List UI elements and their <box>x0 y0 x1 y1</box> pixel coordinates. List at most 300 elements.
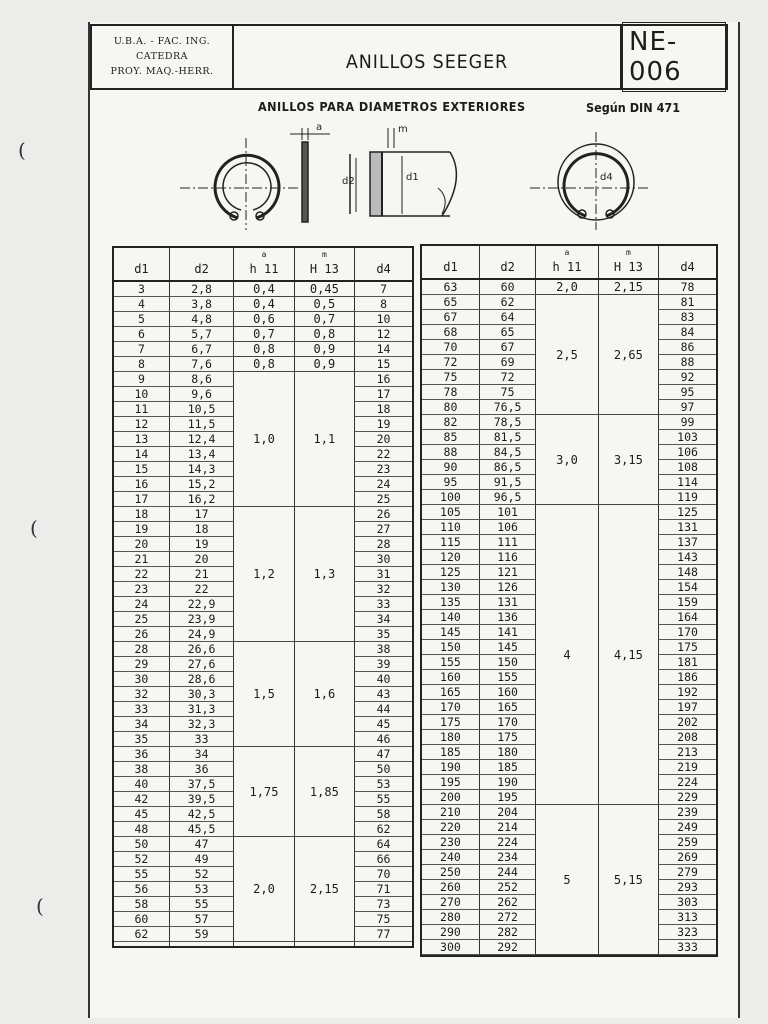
cell-d4: 154 <box>659 580 717 595</box>
cell-d4: 66 <box>355 852 413 867</box>
cell-d4: 86 <box>659 340 717 355</box>
cell-d1: 100 <box>421 490 479 505</box>
cell-d4: 219 <box>659 760 717 775</box>
cell-d2: 244 <box>479 865 535 880</box>
cell-d1: 15 <box>113 462 169 477</box>
cell-d1: 42 <box>113 792 169 807</box>
cell-d4: 213 <box>659 745 717 760</box>
cell-d4: 131 <box>659 520 717 535</box>
cell-d2: 150 <box>479 655 535 670</box>
cell-a: 0,8 <box>234 342 294 357</box>
cell-d2: 49 <box>169 852 233 867</box>
cell-d4: 186 <box>659 670 717 685</box>
table-row <box>113 507 413 522</box>
cell-m: 0,45 <box>294 281 354 297</box>
cell-d2: 67 <box>479 340 535 355</box>
cell-d1: 56 <box>113 882 169 897</box>
cell-d2: 101 <box>479 505 535 520</box>
cell-m: 1,3 <box>294 507 354 642</box>
cell-m: 3,15 <box>598 415 658 505</box>
col-header-a-sup: a <box>261 250 267 259</box>
col-header-d2: d2 <box>169 247 233 281</box>
cell-d4: 106 <box>659 445 717 460</box>
margin-mark: ( <box>30 516 38 540</box>
document-code: NE-006 <box>622 22 726 92</box>
cell-d1: 240 <box>421 850 479 865</box>
table-row <box>421 805 717 820</box>
filler-cell <box>169 942 233 948</box>
cell-d2: 86,5 <box>479 460 535 475</box>
cell-d4: 38 <box>355 642 413 657</box>
cell-d1: 50 <box>113 837 169 852</box>
table-row <box>113 642 413 657</box>
cell-d2: 78,5 <box>479 415 535 430</box>
col-header-d1: d1 <box>421 245 479 279</box>
table-row <box>113 281 413 297</box>
cell-d1: 19 <box>113 522 169 537</box>
cell-d2: 6,7 <box>169 342 233 357</box>
cell-d2: 23,9 <box>169 612 233 627</box>
cell-d1: 195 <box>421 775 479 790</box>
cell-d4: 143 <box>659 550 717 565</box>
cell-d1: 250 <box>421 865 479 880</box>
cell-d1: 270 <box>421 895 479 910</box>
cell-d4: 197 <box>659 700 717 715</box>
cell-d4: 88 <box>659 355 717 370</box>
table-row <box>421 295 717 310</box>
subtitle: ANILLOS PARA DIAMETROS EXTERIORES <box>258 99 526 114</box>
cell-d4: 27 <box>355 522 413 537</box>
cell-d4: 99 <box>659 415 717 430</box>
cell-m: 1,85 <box>294 747 354 837</box>
cell-d4: 16 <box>355 372 413 387</box>
cell-d4: 333 <box>659 940 717 955</box>
cell-d4: 125 <box>659 505 717 520</box>
document-code-box <box>620 26 726 88</box>
cell-d1: 85 <box>421 430 479 445</box>
cell-d2: 11,5 <box>169 417 233 432</box>
cell-d4: 14 <box>355 342 413 357</box>
cell-d1: 63 <box>421 279 479 295</box>
cell-a: 2,0 <box>536 279 598 295</box>
cell-d1: 30 <box>113 672 169 687</box>
table-row <box>113 297 413 312</box>
cell-d4: 58 <box>355 807 413 822</box>
cell-d1: 40 <box>113 777 169 792</box>
cell-d1: 20 <box>113 537 169 552</box>
col-header-a <box>536 245 598 279</box>
cell-d1: 150 <box>421 640 479 655</box>
cell-d1: 75 <box>421 370 479 385</box>
cell-d1: 21 <box>113 552 169 567</box>
cell-d1: 62 <box>113 927 169 942</box>
filler-cell <box>421 955 479 957</box>
cell-d2: 16,2 <box>169 492 233 507</box>
technical-drawings <box>170 118 690 234</box>
col-header-d1: d1 <box>113 247 169 281</box>
cell-d2: 76,5 <box>479 400 535 415</box>
table-row <box>421 279 717 295</box>
cell-m: 4,15 <box>598 505 658 805</box>
ring-side-view <box>290 122 330 222</box>
cell-m: 0,5 <box>294 297 354 312</box>
col-header-m-tol: H 13 <box>309 262 339 276</box>
cell-d1: 18 <box>113 507 169 522</box>
cell-d4: 269 <box>659 850 717 865</box>
cell-d4: 70 <box>355 867 413 882</box>
cell-d1: 35 <box>113 732 169 747</box>
cell-d1: 7 <box>113 342 169 357</box>
table-row <box>113 312 413 327</box>
ring-front-view <box>180 138 300 230</box>
cell-d4: 323 <box>659 925 717 940</box>
cell-d1: 60 <box>113 912 169 927</box>
col-header-a-tol: h 11 <box>249 262 279 276</box>
cell-d1: 135 <box>421 595 479 610</box>
cell-d2: 126 <box>479 580 535 595</box>
cell-d4: 19 <box>355 417 413 432</box>
cell-d4: 12 <box>355 327 413 342</box>
cell-d1: 10 <box>113 387 169 402</box>
cell-d1: 58 <box>113 897 169 912</box>
institution-line: U.B.A. - FAC. ING. <box>113 36 211 47</box>
cell-d4: 259 <box>659 835 717 850</box>
cell-a: 3,0 <box>536 415 598 505</box>
cell-d4: 192 <box>659 685 717 700</box>
cell-d1: 140 <box>421 610 479 625</box>
cell-d4: 83 <box>659 310 717 325</box>
margin-mark: ( <box>36 894 44 918</box>
cell-d2: 53 <box>169 882 233 897</box>
cell-d2: 17 <box>169 507 233 522</box>
cell-d1: 13 <box>113 432 169 447</box>
cell-d2: 8,6 <box>169 372 233 387</box>
cell-d4: 229 <box>659 790 717 805</box>
col-header-a <box>234 247 294 281</box>
standard-reference: Según DIN 471 <box>586 100 681 115</box>
cell-d4: 92 <box>659 370 717 385</box>
cell-d1: 78 <box>421 385 479 400</box>
institution-line: PROY. MAQ.-HERR. <box>110 66 214 77</box>
cell-d2: 42,5 <box>169 807 233 822</box>
cell-d4: 75 <box>355 912 413 927</box>
cell-a: 0,7 <box>234 327 294 342</box>
cell-d1: 145 <box>421 625 479 640</box>
cell-d1: 25 <box>113 612 169 627</box>
cell-d2: 20 <box>169 552 233 567</box>
cell-d2: 5,7 <box>169 327 233 342</box>
institution-block <box>92 26 234 88</box>
cell-d4: 303 <box>659 895 717 910</box>
cell-d4: 62 <box>355 822 413 837</box>
filler-cell <box>598 955 658 957</box>
col-header-a-tol: h 11 <box>552 260 582 274</box>
cell-d4: 7 <box>355 281 413 297</box>
cell-d2: 64 <box>479 310 535 325</box>
col-header-m-sup: m <box>321 250 327 259</box>
cell-d2: 55 <box>169 897 233 912</box>
cell-d2: 75 <box>479 385 535 400</box>
cell-d1: 82 <box>421 415 479 430</box>
cell-d4: 73 <box>355 897 413 912</box>
cell-d2: 72 <box>479 370 535 385</box>
cell-d2: 22 <box>169 582 233 597</box>
col-header-d4: d4 <box>355 247 413 281</box>
cell-d2: 27,6 <box>169 657 233 672</box>
cell-d2: 224 <box>479 835 535 850</box>
cell-d4: 175 <box>659 640 717 655</box>
cell-d4: 44 <box>355 702 413 717</box>
cell-a: 1,2 <box>234 507 294 642</box>
cell-m: 5,15 <box>598 805 658 955</box>
col-header-d2: d2 <box>479 245 535 279</box>
cell-d2: 65 <box>479 325 535 340</box>
cell-m: 0,9 <box>294 357 354 372</box>
table-row <box>421 415 717 430</box>
cell-d4: 26 <box>355 507 413 522</box>
cell-d4: 78 <box>659 279 717 295</box>
cell-d2: 160 <box>479 685 535 700</box>
cell-d2: 234 <box>479 850 535 865</box>
cell-m: 1,1 <box>294 372 354 507</box>
cell-d2: 106 <box>479 520 535 535</box>
cell-m: 2,15 <box>294 837 354 942</box>
cell-m: 2,65 <box>598 295 658 415</box>
cell-d1: 230 <box>421 835 479 850</box>
cell-d4: 170 <box>659 625 717 640</box>
cell-d4: 31 <box>355 567 413 582</box>
cell-d2: 91,5 <box>479 475 535 490</box>
filler-cell <box>659 955 717 957</box>
cell-d2: 141 <box>479 625 535 640</box>
cell-d2: 21 <box>169 567 233 582</box>
cell-d1: 155 <box>421 655 479 670</box>
cell-d4: 148 <box>659 565 717 580</box>
cell-d1: 32 <box>113 687 169 702</box>
cell-d1: 105 <box>421 505 479 520</box>
cell-d1: 29 <box>113 657 169 672</box>
cell-m: 0,8 <box>294 327 354 342</box>
cell-d1: 48 <box>113 822 169 837</box>
cell-d4: 8 <box>355 297 413 312</box>
cell-d4: 95 <box>659 385 717 400</box>
table-row <box>113 357 413 372</box>
cell-d2: 30,3 <box>169 687 233 702</box>
title-block <box>90 24 728 90</box>
cell-d1: 110 <box>421 520 479 535</box>
margin-mark: ( <box>18 138 26 162</box>
cell-a: 0,8 <box>234 357 294 372</box>
table-row <box>421 505 717 520</box>
col-header-m-sup: m <box>625 248 631 257</box>
cell-d2: 19 <box>169 537 233 552</box>
cell-d1: 300 <box>421 940 479 955</box>
shaft-view <box>342 124 456 216</box>
table-row <box>113 837 413 852</box>
cell-d1: 26 <box>113 627 169 642</box>
cell-d1: 68 <box>421 325 479 340</box>
document-title: ANILLOS SEEGER <box>345 51 509 73</box>
table-row <box>113 747 413 762</box>
cell-d1: 11 <box>113 402 169 417</box>
cell-d1: 165 <box>421 685 479 700</box>
col-header-d4: d4 <box>659 245 717 279</box>
cell-d1: 67 <box>421 310 479 325</box>
cell-d1: 72 <box>421 355 479 370</box>
cell-d1: 22 <box>113 567 169 582</box>
dim-d4-label: d4 <box>600 172 613 183</box>
cell-d4: 22 <box>355 447 413 462</box>
cell-d4: 84 <box>659 325 717 340</box>
filler-cell <box>113 942 169 948</box>
cell-d4: 108 <box>659 460 717 475</box>
cell-d1: 220 <box>421 820 479 835</box>
cell-d4: 159 <box>659 595 717 610</box>
cell-d1: 210 <box>421 805 479 820</box>
col-header-m <box>294 247 354 281</box>
cell-d4: 313 <box>659 910 717 925</box>
cell-d2: 195 <box>479 790 535 805</box>
cell-d2: 26,6 <box>169 642 233 657</box>
cell-d2: 60 <box>479 279 535 295</box>
col-header-m <box>598 245 658 279</box>
cell-d2: 37,5 <box>169 777 233 792</box>
cell-d4: 20 <box>355 432 413 447</box>
filler-cell <box>294 942 354 948</box>
cell-d1: 24 <box>113 597 169 612</box>
cell-d4: 77 <box>355 927 413 942</box>
cell-d2: 69 <box>479 355 535 370</box>
cell-d4: 50 <box>355 762 413 777</box>
cell-d4: 103 <box>659 430 717 445</box>
cell-d2: 22,9 <box>169 597 233 612</box>
filler-cell <box>479 955 535 957</box>
cell-d1: 130 <box>421 580 479 595</box>
cell-d2: 4,8 <box>169 312 233 327</box>
cell-d4: 39 <box>355 657 413 672</box>
cell-d2: 180 <box>479 745 535 760</box>
cell-d1: 260 <box>421 880 479 895</box>
cell-d2: 32,3 <box>169 717 233 732</box>
cell-d2: 111 <box>479 535 535 550</box>
cell-d4: 137 <box>659 535 717 550</box>
cell-d1: 6 <box>113 327 169 342</box>
cell-d4: 181 <box>659 655 717 670</box>
cell-d2: 31,3 <box>169 702 233 717</box>
cell-d2: 145 <box>479 640 535 655</box>
cell-d1: 3 <box>113 281 169 297</box>
cell-d2: 131 <box>479 595 535 610</box>
cell-d2: 13,4 <box>169 447 233 462</box>
cell-d4: 25 <box>355 492 413 507</box>
cell-d1: 200 <box>421 790 479 805</box>
cell-a: 0,6 <box>234 312 294 327</box>
cell-d4: 15 <box>355 357 413 372</box>
cell-m: 2,15 <box>598 279 658 295</box>
cell-d4: 40 <box>355 672 413 687</box>
cell-d1: 125 <box>421 565 479 580</box>
cell-d4: 202 <box>659 715 717 730</box>
cell-d4: 23 <box>355 462 413 477</box>
cell-d1: 115 <box>421 535 479 550</box>
cell-d1: 280 <box>421 910 479 925</box>
cell-a: 0,4 <box>234 297 294 312</box>
cell-a: 1,5 <box>234 642 294 747</box>
cell-d1: 12 <box>113 417 169 432</box>
cell-d2: 262 <box>479 895 535 910</box>
cell-d4: 81 <box>659 295 717 310</box>
cell-d1: 16 <box>113 477 169 492</box>
cell-a: 2,0 <box>234 837 294 942</box>
cell-d4: 164 <box>659 610 717 625</box>
cell-d2: 214 <box>479 820 535 835</box>
col-header-m-tol: H 13 <box>613 260 643 274</box>
institution-line: CATEDRA <box>135 51 188 62</box>
cell-d1: 80 <box>421 400 479 415</box>
cell-d4: 45 <box>355 717 413 732</box>
cell-d1: 120 <box>421 550 479 565</box>
cell-d4: 43 <box>355 687 413 702</box>
cell-d1: 160 <box>421 670 479 685</box>
cell-d2: 52 <box>169 867 233 882</box>
cell-d2: 175 <box>479 730 535 745</box>
cell-d4: 208 <box>659 730 717 745</box>
table-row <box>113 372 413 387</box>
cell-d1: 95 <box>421 475 479 490</box>
cell-d1: 23 <box>113 582 169 597</box>
dim-a-label: a <box>316 122 323 133</box>
cell-d2: 272 <box>479 910 535 925</box>
mounted-ring-view <box>530 132 650 230</box>
cell-d2: 9,6 <box>169 387 233 402</box>
cell-d4: 32 <box>355 582 413 597</box>
cell-d1: 8 <box>113 357 169 372</box>
cell-d2: 57 <box>169 912 233 927</box>
cell-d4: 30 <box>355 552 413 567</box>
table-filler-row <box>421 955 717 957</box>
dim-d1-label: d1 <box>406 172 419 183</box>
cell-d4: 28 <box>355 537 413 552</box>
cell-d4: 55 <box>355 792 413 807</box>
cell-d1: 9 <box>113 372 169 387</box>
cell-d4: 279 <box>659 865 717 880</box>
cell-d4: 224 <box>659 775 717 790</box>
cell-d4: 114 <box>659 475 717 490</box>
cell-d1: 88 <box>421 445 479 460</box>
cell-d1: 180 <box>421 730 479 745</box>
filler-cell <box>536 955 598 957</box>
cell-d1: 290 <box>421 925 479 940</box>
table-row <box>113 327 413 342</box>
cell-d1: 28 <box>113 642 169 657</box>
cell-d2: 59 <box>169 927 233 942</box>
dim-d2-label: d2 <box>342 176 355 187</box>
cell-d4: 119 <box>659 490 717 505</box>
cell-d2: 136 <box>479 610 535 625</box>
cell-d2: 3,8 <box>169 297 233 312</box>
cell-d4: 24 <box>355 477 413 492</box>
cell-d2: 116 <box>479 550 535 565</box>
cell-d2: 185 <box>479 760 535 775</box>
cell-d2: 15,2 <box>169 477 233 492</box>
cell-a: 2,5 <box>536 295 598 415</box>
cell-d2: 165 <box>479 700 535 715</box>
cell-d4: 53 <box>355 777 413 792</box>
cell-d2: 252 <box>479 880 535 895</box>
cell-d2: 39,5 <box>169 792 233 807</box>
cell-d2: 7,6 <box>169 357 233 372</box>
table-row <box>113 342 413 357</box>
